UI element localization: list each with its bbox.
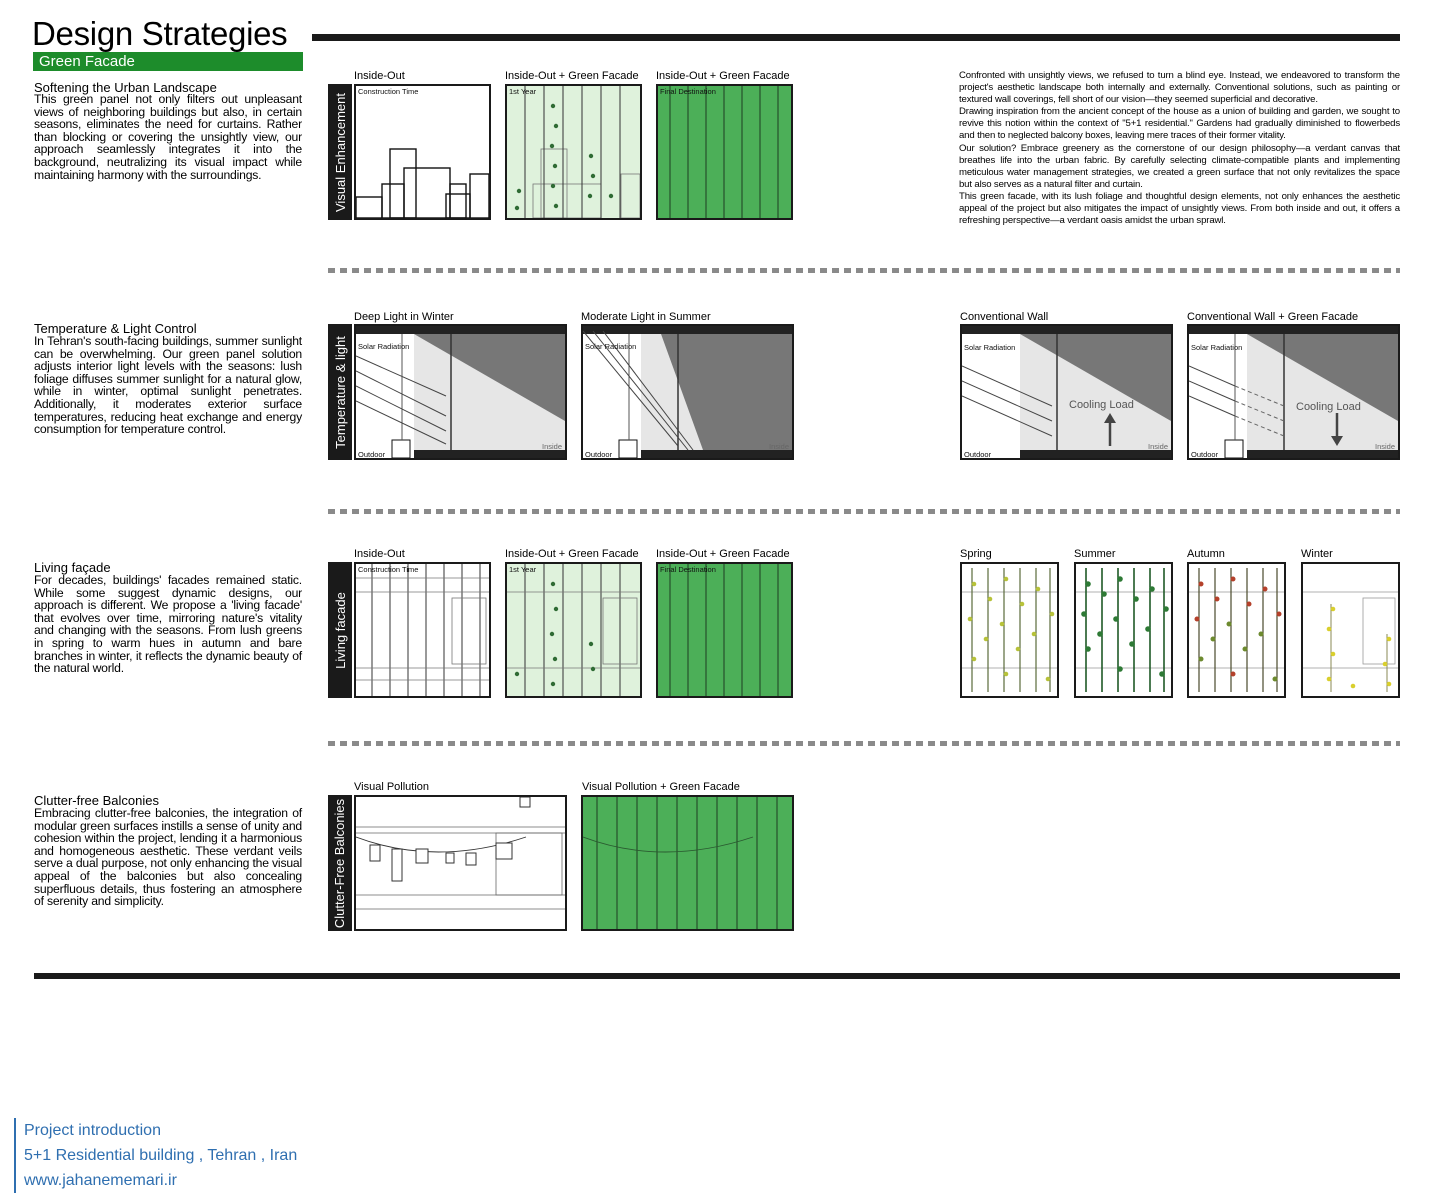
- r2-solar-1: Solar Radiation: [358, 342, 410, 351]
- r2-panel-summer: [581, 324, 794, 460]
- r3-first-year-drawing: [507, 564, 640, 696]
- r1-panel-first-year: [505, 84, 642, 220]
- r4-label-1: Visual Pollution: [354, 781, 430, 793]
- section-1-body: This green panel not only filters out unpleasant views of neighboring buildings but also, in certain seasons, eliminates the need for curtains. Rather than blocking or covering the unsightly view, our approach seamlessly integrates it into the background, neutralizing its visual impact while maintaining harmony with the surroundings.: [34, 92, 302, 182]
- r2-outdoor-4: Outdoor: [1191, 450, 1219, 459]
- r4-panel-green: [581, 795, 794, 931]
- season-panel-summer: [1074, 562, 1173, 698]
- section-3-heading: Living façade: [34, 560, 111, 575]
- r2-panel-winter: [354, 324, 567, 460]
- separator-1: [328, 268, 1400, 273]
- r3-grid-drawing: [356, 564, 489, 696]
- r3-tag-2: 1st Year: [509, 565, 537, 574]
- intro-paragraph-3: Our solution? Embrace greenery as the cornerstone of our design philosophy—a verdant canvas that breathes life into the urban fabric. By carefully selecting climate-compatible plants and implementing meticulous water management strategies, we created a green surface that not only revitalizes the space but also serves as a natural filter and curtain.: [959, 142, 1400, 190]
- spring-drawing: [962, 564, 1057, 696]
- footer-website-link[interactable]: www.jahanememari.ir: [24, 1172, 177, 1189]
- r2-cooling-2: Cooling Load: [1296, 401, 1361, 413]
- separator-3: [328, 741, 1400, 746]
- r3-label-1: Inside-Out: [354, 548, 405, 560]
- r2-label-2: Moderate Light in Summer: [581, 311, 711, 323]
- footer-line-2: 5+1 Residential building , Tehran , Iran: [24, 1147, 298, 1164]
- r4-panel-pollution: [354, 795, 567, 931]
- r2-inside-2: Inside: [768, 442, 789, 451]
- intro-paragraph-2: Drawing inspiration from the ancient concept of the house as a union of building and garden, we sought to revive this notion within the context of "5+1 residential." Gardens had gradually diminished to flowerbeds and then to neglected balcony boxes, leaving mere traces of their former vitality.: [959, 106, 1400, 142]
- section-2-heading: Temperature & Light Control: [34, 321, 197, 336]
- r2-inside-4: Inside: [1374, 442, 1395, 451]
- summer-drawing: [1076, 564, 1171, 696]
- footer: [14, 1118, 297, 1193]
- section-3-body: For decades, buildings' facades remained static. While some suggest dynamic designs, our approach is different. We propose a 'living facade' that evolves over time, mirroring nature's vitality and changing with the seasons. From lush greens in spring to warm hues in autumn and bare branches in winter, it reflects the dynamic beauty of the natural world.: [34, 573, 302, 676]
- r3-panel-final: [656, 562, 793, 698]
- r3-label-2: Inside-Out + Green Facade: [505, 548, 639, 560]
- r2-inside-3: Inside: [1147, 442, 1168, 451]
- section-2-body: In Tehran's south-facing buildings, summer sunlight can be overwhelming. Our green panel solution adjusts interior light levels with the seasons: lush foliage diffuses summer sunlight for a natural glow, while in winter, optimal sunlight penetrates. Additionally, it moderates exterior surface temperatures, reducing heat exchange and energy consumption for temperature control.: [34, 334, 302, 437]
- section-4-heading: Clutter-free Balconies: [34, 793, 159, 808]
- row-label-temperature: Temperature & light: [328, 324, 352, 460]
- row-label-living-facade: Living facade: [328, 562, 352, 698]
- r1-first-year-drawing: [507, 86, 640, 218]
- r1-tag-1: Construction Time: [358, 87, 419, 96]
- intro-text: [959, 70, 1400, 227]
- r3-label-3: Inside-Out + Green Facade: [656, 548, 790, 560]
- section-1-heading: Softening the Urban Landscape: [34, 80, 217, 95]
- season-panel-winter: [1301, 562, 1400, 698]
- r3-tag-3: Final Destination: [660, 565, 716, 574]
- row-label-visual-enhancement: Visual Enhancement: [328, 84, 352, 220]
- subtitle-badge: Green Facade: [33, 52, 303, 71]
- season-panel-spring: [960, 562, 1059, 698]
- row-label-balconies: Clutter-Free Balconies: [328, 795, 352, 931]
- footer-line-1: Project introduction: [24, 1122, 161, 1139]
- r1-final-drawing: [658, 86, 791, 218]
- intro-paragraph-4: This green facade, with its lush foliage and thoughtful design elements, not only enhances the aesthetic appeal of the project but also mitigates the impact of unsightly views. From both inside and out, it offers a refreshing perspective—a verdant oasis amidst the urban sprawl.: [959, 190, 1400, 227]
- season-label-summer: Summer: [1074, 548, 1116, 560]
- r2-inside-1: Inside: [541, 442, 562, 451]
- season-panel-autumn: [1187, 562, 1286, 698]
- r4-label-2: Visual Pollution + Green Facade: [582, 781, 740, 793]
- season-label-spring: Spring: [960, 548, 992, 560]
- r1-tag-3: Final Destination: [660, 87, 716, 96]
- r1-panel-inside-out: [354, 84, 491, 220]
- r3-panel-first-year: [505, 562, 642, 698]
- intro-paragraph-1: Confronted with unsightly views, we refused to turn a blind eye. Instead, we endeavored to transform the project's aesthetic landscape both internally and externally. Conventional solutions, such as painting or textured wall coverings, fell short of our vision—they seemed superficial and decorative.: [959, 70, 1400, 106]
- r2-panel-conventional: [960, 324, 1173, 460]
- r3-tag-1: Construction Time: [358, 565, 419, 574]
- r2-solar-3: Solar Radiation: [964, 343, 1016, 352]
- r1-label-2: Inside-Out + Green Facade: [505, 70, 639, 82]
- bottom-rule: [34, 973, 1400, 979]
- season-label-winter: Winter: [1301, 548, 1333, 560]
- r2-cooling-1: Cooling Load: [1069, 399, 1134, 411]
- title-rule: [312, 34, 1400, 41]
- r2-label-3: Conventional Wall: [960, 311, 1049, 323]
- separator-2: [328, 509, 1400, 514]
- autumn-drawing: [1189, 564, 1284, 696]
- section-4-body: Embracing clutter-free balconies, the integration of modular green surfaces instills a sense of unity and cohesion within the project, lending it a harmonious and homogeneous aesthetic. These verdant veils serve a dual purpose, not only enhancing the visual appeal of the balconies but also concealing superfluous details, thus fostering an atmosphere of serenity and simplicity.: [34, 806, 302, 909]
- r4-green-drawing: [583, 797, 792, 929]
- r1-label-1: Inside-Out: [354, 70, 405, 82]
- r2-label-4: Conventional Wall + Green Facade: [1187, 311, 1359, 323]
- r2-outdoor-1: Outdoor: [358, 450, 386, 459]
- r2-solar-4: Solar Radiation: [1191, 343, 1243, 352]
- r2-solar-2: Solar Radiation: [585, 342, 637, 351]
- r2-outdoor-3: Outdoor: [964, 450, 992, 459]
- r3-final-drawing: [658, 564, 791, 696]
- r3-panel-inside-out: [354, 562, 491, 698]
- r4-pollution-drawing: [356, 797, 565, 929]
- r1-label-3: Inside-Out + Green Facade: [656, 70, 790, 82]
- season-label-autumn: Autumn: [1187, 548, 1225, 560]
- r2-panel-green-facade: [1187, 324, 1400, 460]
- r1-buildings-drawing: [356, 86, 489, 218]
- r1-panel-final: [656, 84, 793, 220]
- r1-tag-2: 1st Year: [509, 87, 537, 96]
- winter-drawing: [1303, 564, 1398, 696]
- r2-outdoor-2: Outdoor: [585, 450, 613, 459]
- page-title: Design Strategies: [32, 15, 288, 52]
- r2-label-1: Deep Light in Winter: [354, 311, 454, 323]
